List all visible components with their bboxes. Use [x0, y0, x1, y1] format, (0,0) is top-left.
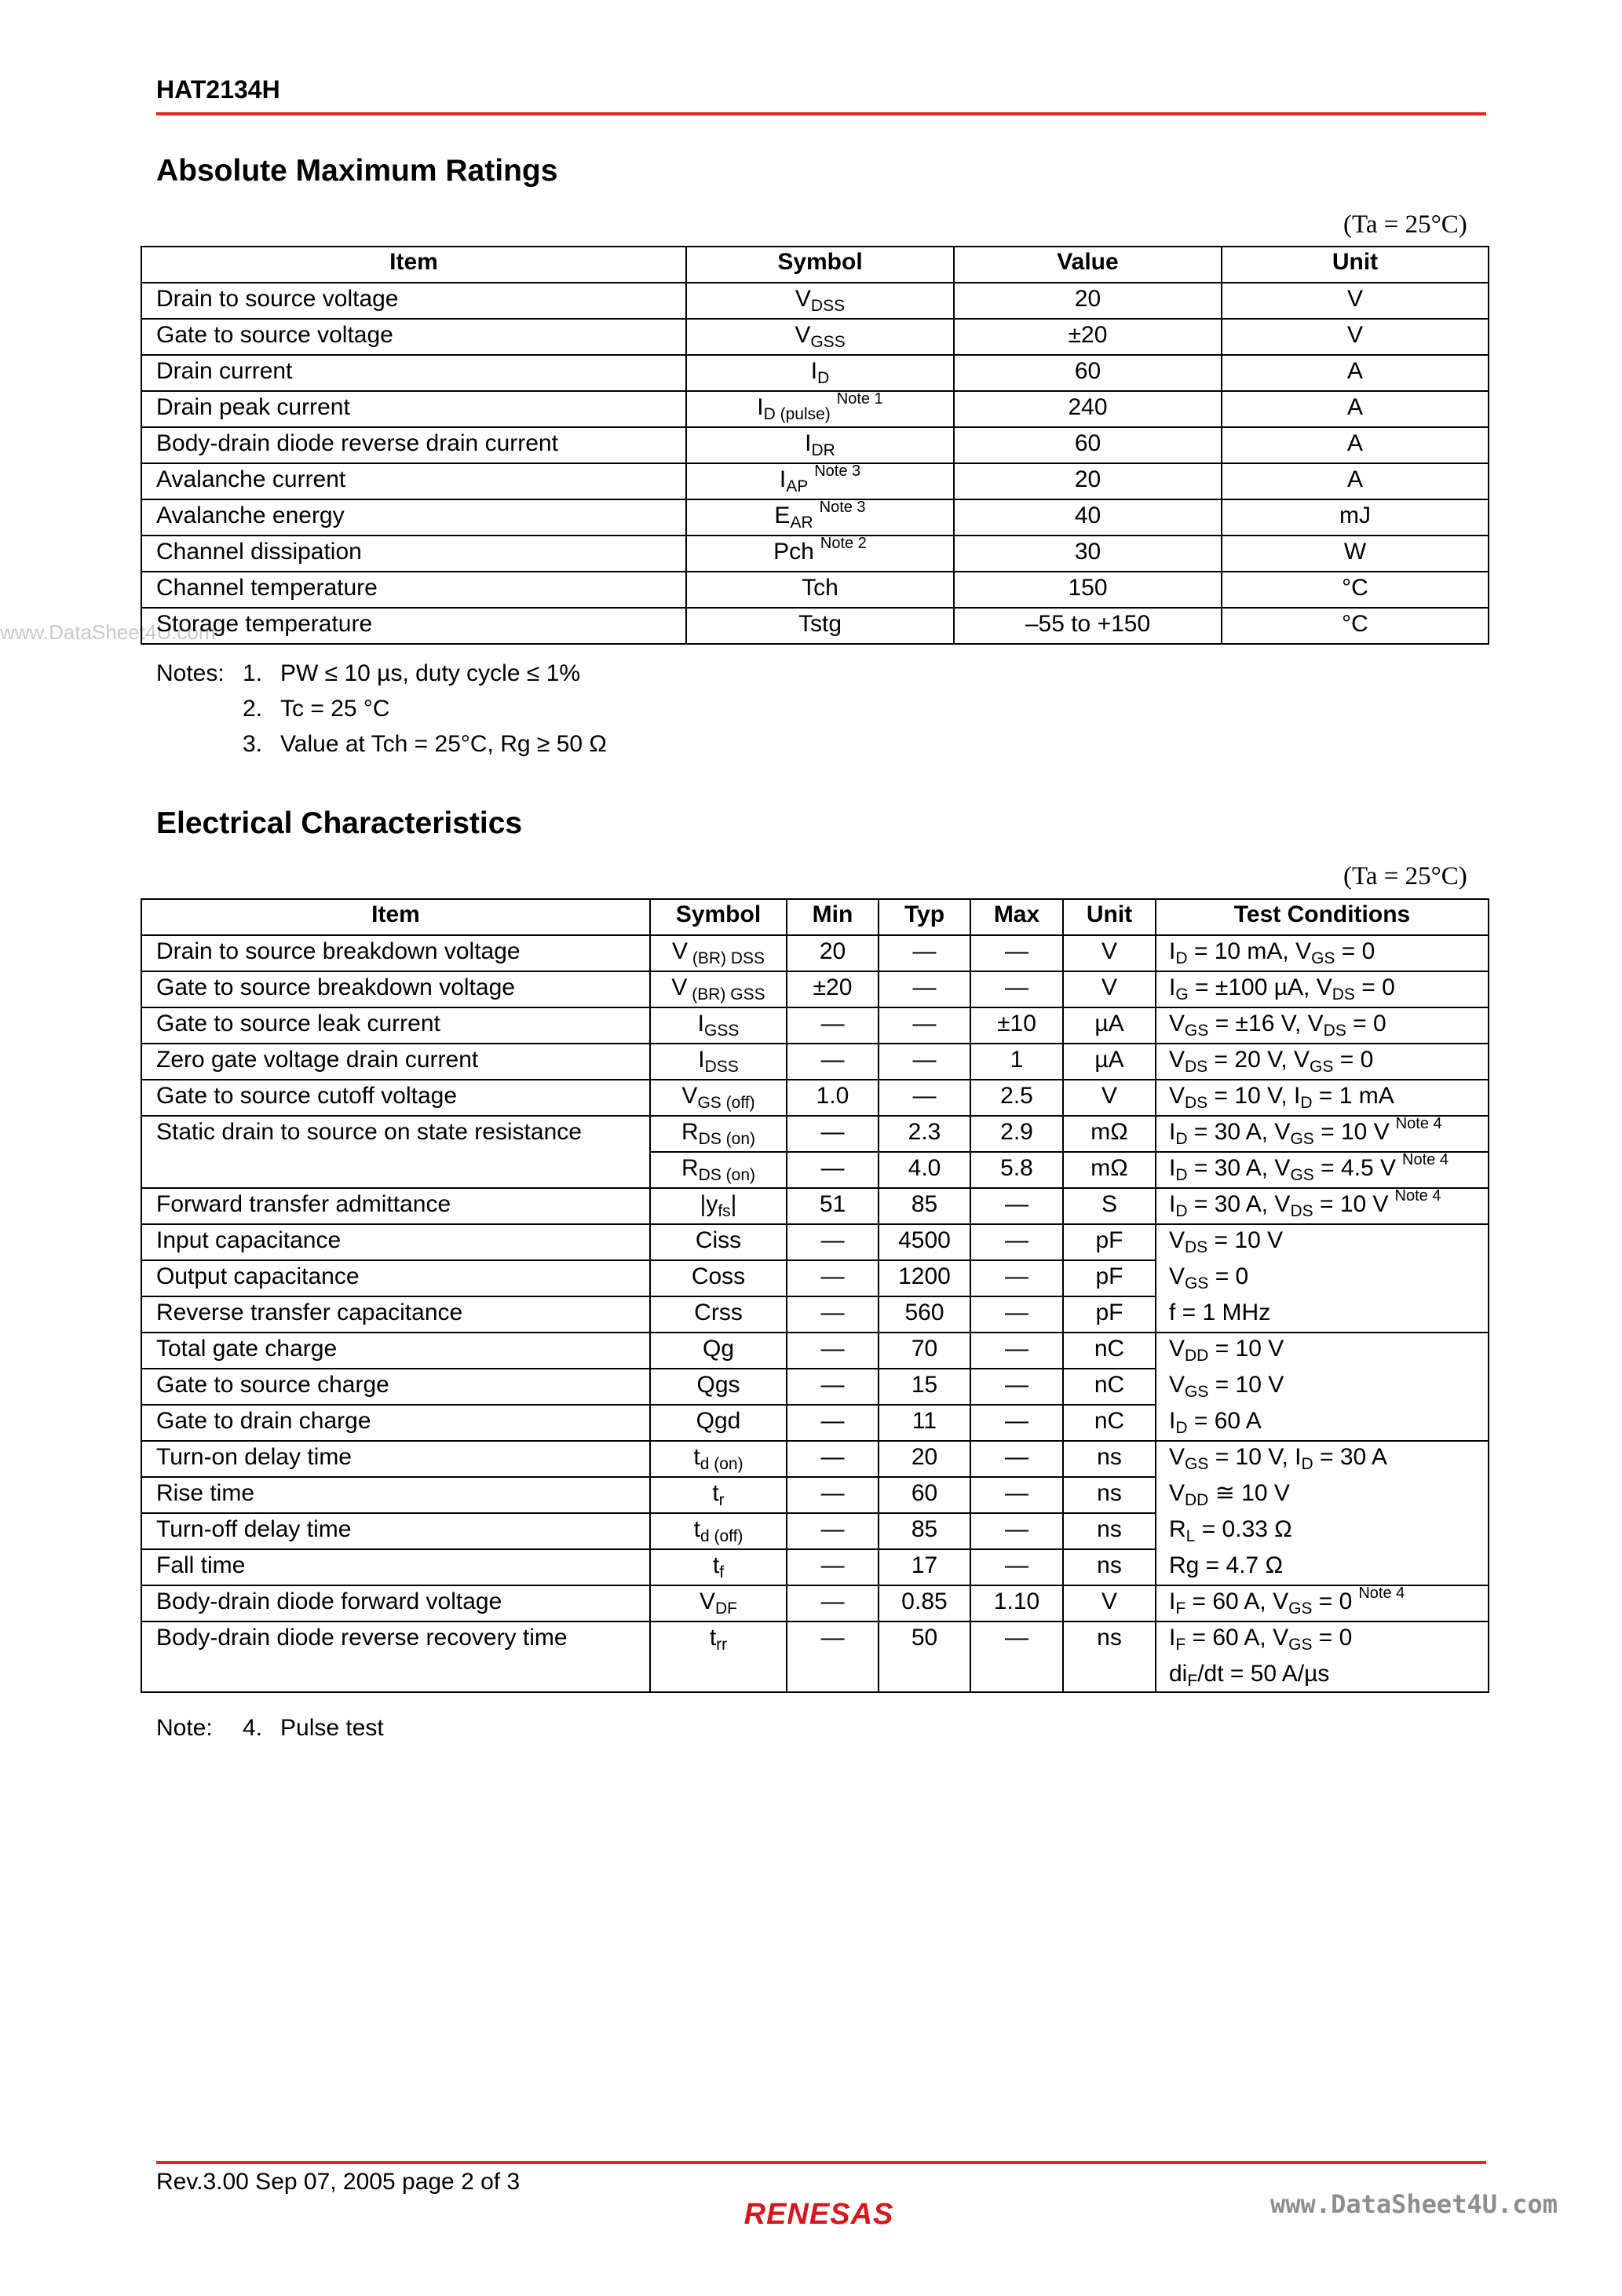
- note-text: Tc = 25 °C: [280, 696, 390, 722]
- min-cell: —: [787, 1549, 879, 1585]
- col-header: Unit: [1222, 247, 1489, 283]
- min-cell: —: [787, 1369, 879, 1405]
- typ-cell: —: [879, 971, 970, 1007]
- item-cell: Gate to source cutoff voltage: [141, 1080, 650, 1116]
- note-ref: Note 4: [1358, 1585, 1405, 1602]
- ambient-condition: (Ta = 25°C): [1343, 210, 1467, 239]
- symbol-cell: V $_{(BR) DSS}$: [650, 935, 787, 971]
- symbol-cell: $I_D$: [686, 355, 954, 391]
- unit-cell: A: [1222, 463, 1489, 499]
- symbol-cell: $|y_{fs}|$: [650, 1188, 787, 1224]
- max-cell: —: [970, 935, 1063, 971]
- unit-cell: V: [1222, 283, 1489, 319]
- symbol-cell: Crss: [650, 1296, 787, 1333]
- table-row: [141, 608, 1489, 644]
- item-cell: Gate to drain charge: [141, 1405, 650, 1441]
- item-cell: Body-drain diode reverse drain current: [141, 427, 686, 463]
- item-cell: Drain to source breakdown voltage: [141, 935, 650, 971]
- renesas-logo: [716, 2195, 922, 2230]
- unit-cell: µA: [1063, 1044, 1156, 1080]
- unit-cell: pF: [1063, 1224, 1156, 1260]
- table-row: [141, 1007, 1489, 1044]
- max-cell: —: [970, 1477, 1063, 1513]
- unit-cell: °C: [1222, 572, 1489, 608]
- notes-label: Notes:: [156, 660, 225, 686]
- item-cell: Channel dissipation: [141, 536, 686, 572]
- symbol-cell: $V_{GSS}$: [686, 319, 954, 355]
- col-header: Value: [954, 247, 1222, 283]
- unit-cell: A: [1222, 391, 1489, 427]
- max-cell: —: [970, 1260, 1063, 1296]
- unit-cell: V: [1222, 319, 1489, 355]
- symbol-cell: V $_{(BR) GSS}$: [650, 971, 787, 1007]
- typ-cell: 50: [879, 1621, 970, 1692]
- item-cell: Output capacitance: [141, 1260, 650, 1296]
- min-cell: —: [787, 1044, 879, 1080]
- item-cell: Avalanche current: [141, 463, 686, 499]
- symbol-cell: Tch: [686, 572, 954, 608]
- item-cell: Body-drain diode reverse recovery time: [141, 1621, 650, 1692]
- note-ref: Note 4: [1394, 1188, 1441, 1205]
- header-rule: [156, 112, 1486, 115]
- note-number: 3.: [243, 731, 263, 757]
- symbol-cell: Ciss: [650, 1224, 787, 1260]
- table-row: [141, 319, 1489, 355]
- min-cell: —: [787, 1333, 879, 1369]
- item-cell: Turn-off delay time: [141, 1513, 650, 1549]
- footer-rule: [156, 2161, 1486, 2164]
- table-row: [141, 391, 1489, 427]
- table-row: [141, 1333, 1489, 1369]
- symbol-cell: Qgs: [650, 1369, 787, 1405]
- min-cell: —: [787, 1405, 879, 1441]
- test-condition-cell: $I_D = 10$ mA, $V_{GS} = 0$: [1156, 935, 1489, 971]
- item-cell: Storage temperature: [141, 608, 686, 644]
- note-item: [156, 656, 863, 691]
- item-cell: Gate to source voltage: [141, 319, 686, 355]
- note-text: Pulse test: [280, 1715, 384, 1741]
- table-row: [141, 935, 1489, 971]
- min-cell: 20: [787, 935, 879, 971]
- table-row: [141, 536, 1489, 572]
- col-header: Item: [141, 247, 686, 283]
- symbol-cell: $R_{DS (on)}$: [650, 1116, 787, 1152]
- symbol-cell: $t_{d (on)}$: [650, 1441, 787, 1477]
- symbol-cell: Tstg: [686, 608, 954, 644]
- symbol-cell: Qgd: [650, 1405, 787, 1441]
- note-text: Value at Tch = 25°C, Rg ≥ 50 Ω: [280, 731, 607, 757]
- symbol-cell: $I_{DR}$: [686, 427, 954, 463]
- unit-cell: µA: [1063, 1007, 1156, 1044]
- typ-cell: 85: [879, 1188, 970, 1224]
- item-cell: Input capacitance: [141, 1224, 650, 1260]
- table-row: [141, 1188, 1489, 1224]
- item-cell: Total gate charge: [141, 1333, 650, 1369]
- typ-cell: 70: [879, 1333, 970, 1369]
- value-cell: 150: [954, 572, 1222, 608]
- condition-line: Rg = 4.7 Ω: [1169, 1552, 1284, 1578]
- symbol-cell: $t_{rr}$: [650, 1621, 787, 1692]
- table-row: [141, 1441, 1489, 1477]
- table-row: [141, 1080, 1489, 1116]
- unit-cell: mΩ: [1063, 1152, 1156, 1188]
- condition-line: $V_{GS} = 10$ V, $I_D = 30$ A: [1169, 1444, 1387, 1473]
- item-cell: Static drain to source on state resistance: [141, 1116, 650, 1188]
- condition-line: $di_F/dt = 50$ A/µs: [1169, 1661, 1330, 1690]
- test-condition-cell: $V_{DS} = 20$ V, $V_{GS} = 0$: [1156, 1044, 1489, 1080]
- max-cell: —: [970, 971, 1063, 1007]
- unit-cell: nC: [1063, 1369, 1156, 1405]
- unit-cell: V: [1063, 1080, 1156, 1116]
- unit-cell: ns: [1063, 1441, 1156, 1477]
- test-condition-cell: [1156, 1621, 1489, 1692]
- ambient-condition: (Ta = 25°C): [1343, 862, 1467, 890]
- table-row: [141, 1044, 1489, 1080]
- note-ref: Note 2: [820, 536, 867, 552]
- section-title-electrical: Electrical Characteristics: [156, 806, 523, 840]
- value-cell: 60: [954, 355, 1222, 391]
- unit-cell: V: [1063, 1585, 1156, 1621]
- unit-cell: A: [1222, 355, 1489, 391]
- unit-cell: °C: [1222, 608, 1489, 644]
- unit-cell: mΩ: [1063, 1116, 1156, 1152]
- unit-cell: nC: [1063, 1333, 1156, 1369]
- item-cell: Reverse transfer capacitance: [141, 1296, 650, 1333]
- max-cell: 2.5: [970, 1080, 1063, 1116]
- item-cell: Forward transfer admittance: [141, 1188, 650, 1224]
- unit-cell: ns: [1063, 1513, 1156, 1549]
- test-condition-cell: [1156, 1333, 1489, 1441]
- col-header: Min: [787, 899, 879, 935]
- max-cell: —: [970, 1333, 1063, 1369]
- unit-cell: V: [1063, 971, 1156, 1007]
- note-label: Note:: [156, 1715, 213, 1741]
- symbol-cell: $R_{DS (on)}$: [650, 1152, 787, 1188]
- symbol-cell: $t_r$: [650, 1477, 787, 1513]
- unit-cell: A: [1222, 427, 1489, 463]
- col-header: Test Conditions: [1156, 899, 1489, 935]
- note-item: [156, 691, 863, 726]
- note-item: [156, 726, 863, 762]
- table-row: [141, 499, 1489, 536]
- section-title-absolute-max: Absolute Maximum Ratings: [156, 154, 558, 188]
- item-cell: Rise time: [141, 1477, 650, 1513]
- typ-cell: 560: [879, 1296, 970, 1333]
- symbol-cell: $I_{AP}^{Note 3}$: [686, 463, 954, 499]
- unit-cell: ns: [1063, 1549, 1156, 1585]
- typ-cell: —: [879, 935, 970, 971]
- max-cell: —: [970, 1441, 1063, 1477]
- electrical-characteristics-table: [141, 898, 1489, 1693]
- typ-cell: 15: [879, 1369, 970, 1405]
- typ-cell: 85: [879, 1513, 970, 1549]
- condition-line: $V_{GS} = 0$: [1169, 1263, 1249, 1292]
- note-ref: Note 4: [1402, 1152, 1448, 1168]
- typ-cell: 4.0: [879, 1152, 970, 1188]
- unit-cell: mJ: [1222, 499, 1489, 536]
- symbol-cell: $I_{DSS}$: [650, 1044, 787, 1080]
- test-condition-cell: $I_G = \pm 100$ µA, $V_{DS} = 0$: [1156, 971, 1489, 1007]
- min-cell: —: [787, 1441, 879, 1477]
- symbol-cell: $V_{DSS}$: [686, 283, 954, 319]
- symbol-cell: Coss: [650, 1260, 787, 1296]
- col-header: Symbol: [686, 247, 954, 283]
- item-cell: Drain current: [141, 355, 686, 391]
- watermark-text: www.DataSheet4U.com: [0, 620, 216, 644]
- max-cell: —: [970, 1224, 1063, 1260]
- typ-cell: —: [879, 1007, 970, 1044]
- min-cell: —: [787, 1116, 879, 1152]
- table-row: [141, 971, 1489, 1007]
- electrical-notes: [156, 1710, 863, 1746]
- note-text: PW ≤ 10 µs, duty cycle ≤ 1%: [280, 660, 581, 686]
- typ-cell: 11: [879, 1405, 970, 1441]
- item-cell: Drain to source voltage: [141, 283, 686, 319]
- value-cell: 40: [954, 499, 1222, 536]
- note-ref: Note 3: [814, 463, 861, 480]
- item-cell: Gate to source charge: [141, 1369, 650, 1405]
- min-cell: —: [787, 1296, 879, 1333]
- value-cell: 30: [954, 536, 1222, 572]
- value-cell: 60: [954, 427, 1222, 463]
- table-row: [141, 1224, 1489, 1260]
- footer-revision: Rev.3.00 Sep 07, 2005 page 2 of 3: [156, 2169, 521, 2195]
- typ-cell: —: [879, 1044, 970, 1080]
- item-cell: Drain peak current: [141, 391, 686, 427]
- symbol-cell: $I_{GSS}$: [650, 1007, 787, 1044]
- value-cell: ±20: [954, 319, 1222, 355]
- footer-url: www.DataSheet4U.com: [1270, 2189, 1558, 2219]
- col-header: Max: [970, 899, 1063, 935]
- typ-cell: 0.85: [879, 1585, 970, 1621]
- min-cell: —: [787, 1513, 879, 1549]
- max-cell: —: [970, 1188, 1063, 1224]
- table-row: [141, 283, 1489, 319]
- unit-cell: ns: [1063, 1477, 1156, 1513]
- item-cell: Body-drain diode forward voltage: [141, 1585, 650, 1621]
- unit-cell: S: [1063, 1188, 1156, 1224]
- test-condition-cell: $V_{GS} = \pm 16$ V, $V_{DS} = 0$: [1156, 1007, 1489, 1044]
- value-cell: 240: [954, 391, 1222, 427]
- table-row: [141, 427, 1489, 463]
- max-cell: —: [970, 1621, 1063, 1692]
- table-row: [141, 463, 1489, 499]
- symbol-cell: $I_{D (pulse)}^{Note 1}$: [686, 391, 954, 427]
- part-number-header: HAT2134H: [156, 75, 280, 104]
- symbol-cell: $t_{d (off)}$: [650, 1513, 787, 1549]
- unit-cell: W: [1222, 536, 1489, 572]
- max-cell: —: [970, 1549, 1063, 1585]
- test-condition-cell: $V_{DS} = 10$ V, $I_D = 1$ mA: [1156, 1080, 1489, 1116]
- min-cell: —: [787, 1152, 879, 1188]
- col-header: Item: [141, 899, 650, 935]
- typ-cell: 17: [879, 1549, 970, 1585]
- max-cell: —: [970, 1513, 1063, 1549]
- min-cell: ±20: [787, 971, 879, 1007]
- col-header: Symbol: [650, 899, 787, 935]
- test-condition-cell: [1156, 1441, 1489, 1585]
- value-cell: 20: [954, 283, 1222, 319]
- item-cell: Turn-on delay time: [141, 1441, 650, 1477]
- condition-line: $R_L = 0.33$ Ω: [1169, 1516, 1292, 1545]
- test-condition-cell: $I_F = 60$ A, $V_{GS} = 0$ $^{Note 4}$: [1156, 1585, 1489, 1621]
- unit-cell: nC: [1063, 1405, 1156, 1441]
- note-item: [156, 1710, 863, 1746]
- col-header: Typ: [879, 899, 970, 935]
- note-ref: Note 3: [819, 499, 866, 516]
- table-row: [141, 1116, 1489, 1152]
- unit-cell: ns: [1063, 1621, 1156, 1692]
- unit-cell: pF: [1063, 1296, 1156, 1333]
- value-cell: –55 to +150: [954, 608, 1222, 644]
- max-cell: 5.8: [970, 1152, 1063, 1188]
- item-cell: Gate to source breakdown voltage: [141, 971, 650, 1007]
- min-cell: —: [787, 1224, 879, 1260]
- test-condition-cell: $I_D = 30$ A, $V_{GS} = 10$ V $^{Note 4}$: [1156, 1116, 1489, 1152]
- typ-cell: 60: [879, 1477, 970, 1513]
- table-row: [141, 1621, 1489, 1692]
- test-condition-cell: $I_D = 30$ A, $V_{GS} = 4.5$ V $^{Note 4}$: [1156, 1152, 1489, 1188]
- max-cell: 1: [970, 1044, 1063, 1080]
- item-cell: Fall time: [141, 1549, 650, 1585]
- unit-cell: pF: [1063, 1260, 1156, 1296]
- min-cell: —: [787, 1007, 879, 1044]
- note-ref: Note 1: [836, 391, 883, 408]
- symbol-cell: $V_{GS (off)}$: [650, 1080, 787, 1116]
- condition-line: $V_{GS} = 10$ V: [1169, 1372, 1284, 1401]
- table-row: [141, 1585, 1489, 1621]
- test-condition-cell: $I_D = 30$ A, $V_{DS} = 10$ V $^{Note 4}$: [1156, 1188, 1489, 1224]
- max-cell: —: [970, 1296, 1063, 1333]
- typ-cell: 2.3: [879, 1116, 970, 1152]
- condition-line: f = 1 MHz: [1169, 1300, 1271, 1325]
- typ-cell: 1200: [879, 1260, 970, 1296]
- item-cell: Gate to source leak current: [141, 1007, 650, 1044]
- symbol-cell: $V_{DF}$: [650, 1585, 787, 1621]
- table-header-row: [141, 899, 1489, 935]
- min-cell: 1.0: [787, 1080, 879, 1116]
- condition-line: $V_{DS} = 10$ V: [1169, 1227, 1284, 1256]
- symbol-cell: Pch $^{Note 2}$: [686, 536, 954, 572]
- max-cell: —: [970, 1369, 1063, 1405]
- condition-line: $V_{DD}$ ≅ 10 V: [1169, 1480, 1290, 1509]
- max-cell: 1.10: [970, 1585, 1063, 1621]
- table-row: [141, 355, 1489, 391]
- col-header: Unit: [1063, 899, 1156, 935]
- max-cell: 2.9: [970, 1116, 1063, 1152]
- item-cell: Avalanche energy: [141, 499, 686, 536]
- min-cell: —: [787, 1260, 879, 1296]
- symbol-cell: $t_f$: [650, 1549, 787, 1585]
- typ-cell: 4500: [879, 1224, 970, 1260]
- max-cell: —: [970, 1405, 1063, 1441]
- condition-line: $V_{DD} = 10$ V: [1169, 1336, 1284, 1365]
- logo-text: RENESAS: [743, 2198, 894, 2230]
- min-cell: —: [787, 1621, 879, 1692]
- typ-cell: —: [879, 1080, 970, 1116]
- table-row: [141, 572, 1489, 608]
- symbol-cell: Qg: [650, 1333, 787, 1369]
- typ-cell: 20: [879, 1441, 970, 1477]
- note-number: 4.: [243, 1715, 263, 1741]
- symbol-cell: $E_{AR}^{Note 3}$: [686, 499, 954, 536]
- absolute-max-notes: [156, 656, 863, 762]
- note-number: 1.: [243, 660, 263, 686]
- value-cell: 20: [954, 463, 1222, 499]
- min-cell: —: [787, 1585, 879, 1621]
- test-condition-cell: [1156, 1224, 1489, 1333]
- absolute-max-table: [141, 246, 1489, 645]
- item-cell: Channel temperature: [141, 572, 686, 608]
- condition-line: $I_F = 60$ A, $V_{GS} = 0$: [1169, 1625, 1353, 1654]
- unit-cell: V: [1063, 935, 1156, 971]
- max-cell: ±10: [970, 1007, 1063, 1044]
- table-header-row: [141, 247, 1489, 283]
- note-ref: Note 4: [1395, 1116, 1442, 1132]
- note-number: 2.: [243, 696, 263, 722]
- condition-line: $I_D = 60$ A: [1169, 1408, 1262, 1437]
- item-cell: Zero gate voltage drain current: [141, 1044, 650, 1080]
- min-cell: 51: [787, 1188, 879, 1224]
- min-cell: —: [787, 1477, 879, 1513]
